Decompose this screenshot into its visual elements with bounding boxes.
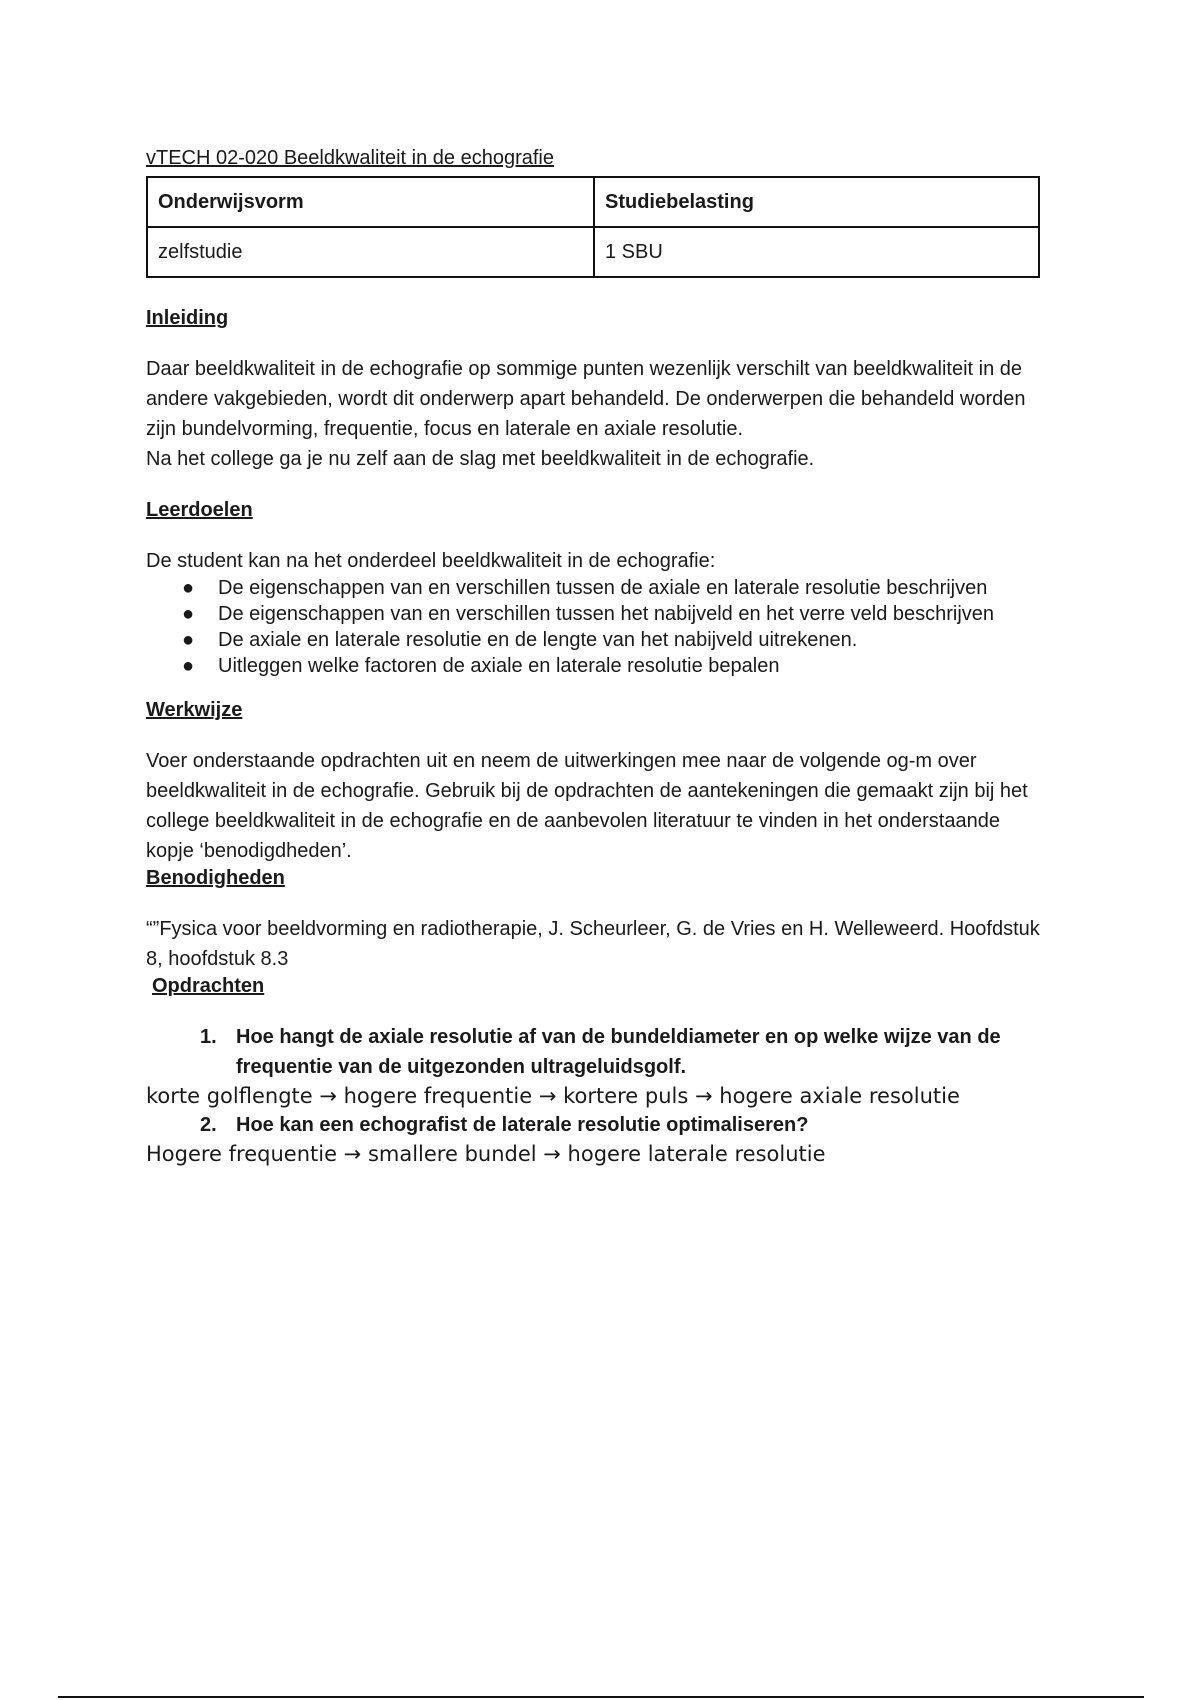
document-title: vTECH 02-020 Beeldkwaliteit in de echografie bbox=[146, 147, 554, 169]
list-item: ● De axiale en laterale resolutie en de lengte van het nabijveld uitrekenen. bbox=[182, 629, 858, 651]
task-answer: korte golflengte → hogere frequentie → kortere puls → hogere axiale resolutie bbox=[146, 1084, 960, 1108]
needs-heading: Benodigheden bbox=[146, 867, 285, 889]
table-header-row bbox=[147, 177, 1039, 227]
tasks-heading: Opdrachten bbox=[152, 975, 265, 997]
task-question: 2. Hoe kan een echografist de laterale resolutie optimaliseren? bbox=[146, 1110, 1046, 1140]
list-item: ● De eigenschappen van en verschillen tussen de axiale en laterale resolutie beschrijven bbox=[182, 577, 988, 599]
bullet-icon: ● bbox=[182, 655, 195, 677]
goals-heading: Leerdoelen bbox=[146, 499, 253, 521]
info-table bbox=[146, 176, 1040, 278]
page-divider bbox=[58, 1696, 1144, 1698]
bullet-icon: ● bbox=[182, 603, 195, 625]
list-item: ● De eigenschappen van en verschillen tussen het nabijveld en het verre veld beschrijven bbox=[182, 603, 995, 625]
task-answer: Hogere frequentie → smallere bundel → hogere laterale resolutie bbox=[146, 1142, 826, 1166]
list-item bbox=[146, 1022, 1046, 1110]
method-text: Voer onderstaande opdrachten uit en neem de uitwerkingen mee naar de volgende og-m over beeldkwaliteit in de echografie. Gebruik bij de opdrachten de aantekeningen die gemaakt zijn bij het college beeldkwaliteit in de echografie en de aanbevolen literatuur te vinden in het onderstaande kopje ‘benodigdheden’. bbox=[146, 750, 1028, 862]
list-item bbox=[146, 1110, 1046, 1168]
table-cell: zelfstudie bbox=[147, 227, 594, 277]
list-item: ● Uitleggen welke factoren de axiale en laterale resolutie bepalen bbox=[182, 655, 780, 677]
table-header-cell: Onderwijsvorm bbox=[147, 177, 594, 227]
goals-list bbox=[146, 576, 1046, 678]
tasks-list bbox=[146, 1022, 1046, 1168]
intro-text: Daar beeldkwaliteit in de echografie op sommige punten wezenlijk verschilt van beeldkwaliteit in de andere vakgebieden, wordt dit onderwerp apart behandeld. De onderwerpen die behandeld worden zijn bundelvorming, frequentie, focus en laterale en axiale resolutie. bbox=[146, 358, 1026, 440]
table-header-cell: Studiebelasting bbox=[594, 177, 1039, 227]
table-row bbox=[147, 227, 1039, 277]
task-number: 2. bbox=[200, 1114, 217, 1136]
table-cell: 1 SBU bbox=[594, 227, 1039, 277]
method-heading: Werkwijze bbox=[146, 699, 243, 721]
bullet-icon: ● bbox=[182, 577, 195, 599]
needs-text: “”Fysica voor beeldvorming en radiotherapie, J. Scheurleer, G. de Vries en H. Welleweerd. Hoofdstuk 8, hoofdstuk 8.3 bbox=[146, 918, 1040, 970]
bullet-icon: ● bbox=[182, 629, 195, 651]
intro-heading: Inleiding bbox=[146, 307, 229, 329]
goals-intro: De student kan na het onderdeel beeldkwaliteit in de echografie: bbox=[146, 550, 716, 572]
task-question: 1. Hoe hangt de axiale resolutie af van de bundeldiameter en op welke wijze van de frequentie van de uitgezonden ultrageluidsgolf. bbox=[146, 1022, 1046, 1082]
task-number: 1. bbox=[200, 1026, 217, 1048]
intro-text-2: Na het college ga je nu zelf aan de slag met beeldkwaliteit in de echografie. bbox=[146, 448, 815, 470]
document-page bbox=[146, 146, 1046, 1168]
